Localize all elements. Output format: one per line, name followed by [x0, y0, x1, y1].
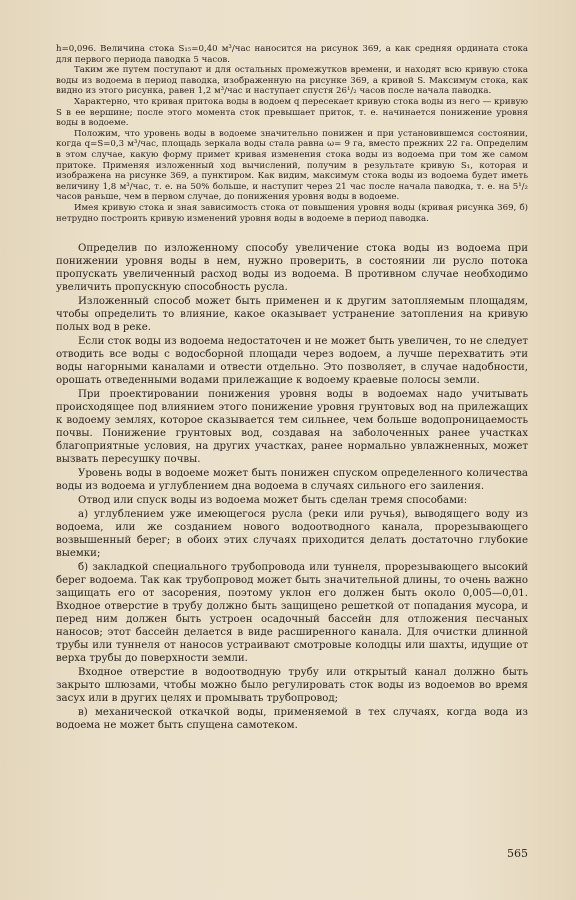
small-paragraph-3: Характерно, что кривая притока воды в водоем q пересекает кривую стока воды из него — кривую S в ее вершине; после этого момента сток превышает приток, т. е. начинается понижение уровня воды в водоеме. [56, 96, 528, 129]
main-paragraph-2: Изложенный способ может быть применен и к другим затопляемым площадям, чтобы определить то влияние, какое оказывает устранение затопления на кривую полых вод в реке. [56, 296, 528, 334]
small-paragraph-5: Имея кривую стока и зная зависимость стока от повышения уровня воды (кривая рисунка 369, б) нетрудно построить кривую изменений уровня воды в водоеме в период паводка. [56, 202, 528, 224]
main-paragraph-4: При проектировании понижения уровня воды в водоемах надо учитывать происходящее под влиянием этого понижение уровня грунтовых вод на прилежащих к водоему землях, которое сказывается тем сильнее, чем больше водопроницаемость почвы. Понижение грунтовых вод, создавая на заболоченных ранее участках благоприятные условия, на других участках, ранее нормально увлажненных, может вызвать пересушку почвы. [56, 389, 528, 466]
small-print-section [56, 44, 528, 224]
page-number: 565 [507, 847, 528, 860]
small-paragraph-2: Таким же путем поступают и для остальных промежутков времени, и находят всю кривую стока воды из водоема в период паводка, изображенную на рисунке 369, а кривой S. Максимум стока, как видно из этого рисунка, равен 1,2 м³/час и наступает спустя 26¹/₂ часов после начала паводка. [56, 65, 528, 97]
section-gap [56, 224, 528, 242]
main-paragraph-6: Отвод или спуск воды из водоема может быть сделан тремя способами: [78, 495, 468, 507]
main-paragraph-1: Определив по изложенному способу увеличение стока воды из водоема при понижении уровня воды в нем, нужно проверить, в состоянии ли русло потока пропускать увеличенный расход воды из водоема. В противном случае необходимо увеличить пропускную способность русла. [56, 243, 528, 294]
method-item-a: а) углублением уже имеющегося русла (реки или ручья), выводящего воду из водоема, или же созданием нового водоотводного канала, прорезывающего возвышенный берег; в обоих этих случаях приходится делать достаточно глубокие выемки; [56, 509, 528, 560]
method-item-c: в) механической откачкой воды, применяемой в тех случаях, когда вода из водоема не может быть спущена самотеком. [56, 707, 528, 732]
small-paragraph-1: h=0,096. Величина стока S₁₅=0,40 м³/час наносится на рисунок 369, а как средняя ордината стока для первого периода паводка 5 часов. [56, 44, 528, 65]
main-paragraph-9: Входное отверстие в водоотводную трубу или открытый канал должно быть закрыто шлюзами, чтобы можно было регулировать сток воды из водоемов во время засух или в других целях и промывать трубопровод; [56, 667, 528, 705]
small-paragraph-4: Положим, что уровень воды в водоеме значительно понижен и при установившемся состоянии, когда q=S=0,3 м³/час, площадь зеркала воды стала равна ω= 9 га, вместо прежних 22 га. Определим в этом случае, какую форму примет кривая изменения стока воды из водоема при том же самом притоке. Применяя изложенный ход вычислений, получим в результате кривую S₁, которая и изображена на рисунке 369, а пунктиром. Как видим, максимум стока воды из водоема будет иметь величину 1,8 м³/час, т. е. на 50% больше, и наступит через 21 час после начала паводка, т. е. на 5¹/₂ часов раньше, чем в первом случае, до понижения уровня воды в водоеме. [56, 128, 528, 203]
main-paragraph-3: Если сток воды из водоема недостаточен и не может быть увеличен, то не следует отводить все воды с водосборной площади через водоем, а лучше перехватить эти воды нагорными каналами и отвести отдельно. Это позволяет, в случае надобности, орошать отведенными водами прилежащие к водоему краевые полосы земли. [56, 336, 528, 387]
method-item-b: б) закладкой специального трубопровода или туннеля, прорезывающего высокий берег водоема. Так как трубопровод может быть значительной длины, то очень важно защищать его от засорения, поэтому уклон его должен быть около 0,005—0,01. Входное отверстие в трубу должно быть защищено решеткой от попадания мусора, и перед ним должен быть устроен осадочный бассейн для отложения песчаных наносов; этот бассейн делается в виде расширенного канала. Для очистки длинной трубы или туннеля от наносов устраивают смотровые колодцы или шахты, идущие от верха трубы до поверхности земли. [56, 562, 528, 665]
main-text-section [56, 242, 528, 732]
main-paragraph-5: Уровень воды в водоеме может быть понижен спуском определенного количества воды из водоема и углублением дна водоема в случаях сильного его заиления. [56, 468, 528, 493]
